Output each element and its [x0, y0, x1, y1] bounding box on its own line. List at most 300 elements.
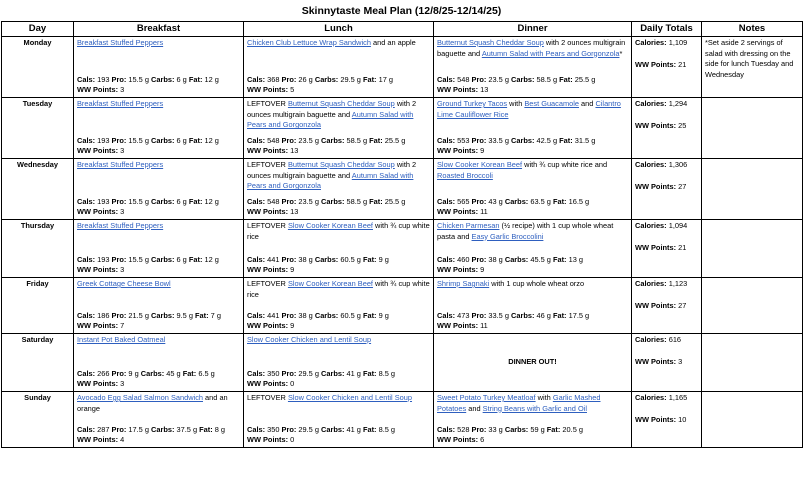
nutrition-label: Pro:: [111, 135, 127, 145]
ww-total-value: 21: [678, 59, 687, 69]
meal-description: [247, 99, 430, 131]
meal-text: and: [466, 403, 483, 413]
nutrition-value-carbs: 60.5 g: [340, 254, 361, 264]
nutrition-value-pro: 15.5 g: [128, 254, 149, 264]
dinner-cell: [434, 37, 632, 98]
nutrition-label: Carbs:: [140, 368, 165, 378]
nutrition-line: [437, 136, 628, 147]
calories-label: Calories:: [635, 38, 667, 47]
ww-points-line: [437, 146, 628, 157]
nutrition-value-carbs: 58.5 g: [346, 135, 368, 145]
recipe-link[interactable]: Instant Pot Baked Oatmeal: [77, 335, 166, 344]
ww-points-line: [247, 379, 430, 390]
lunch-cell: [244, 159, 434, 220]
nutrition-value-carbs: 45 g: [166, 368, 181, 378]
recipe-link[interactable]: Cilantro Lime Cauliflower Rice: [437, 99, 621, 119]
meal-text: LEFTOVER: [247, 99, 288, 108]
ww-value: 4: [120, 435, 125, 445]
ww-value: 11: [480, 321, 488, 331]
ww-label: WW Points:: [635, 120, 677, 130]
nutrition-line: [77, 255, 240, 266]
nutrition-label: Cals:: [77, 310, 96, 320]
breakfast-cell: [74, 37, 244, 98]
totals-cell: [632, 159, 702, 220]
calories-total: [635, 335, 698, 346]
ww-label: WW Points:: [77, 85, 119, 95]
nutrition-label: Carbs:: [314, 310, 339, 320]
nutrition-value-cals: 186: [97, 310, 110, 320]
recipe-link[interactable]: Roasted Broccoli: [437, 170, 493, 180]
nutrition-value-fat: 31.5 g: [574, 135, 596, 145]
spacer: [247, 300, 430, 311]
recipe-link[interactable]: Slow Cooker Korean Beef: [437, 160, 523, 169]
header-row: [2, 22, 803, 37]
nutrition-label: Cals:: [247, 196, 266, 206]
nutrition-value-carbs: 6 g: [176, 196, 187, 206]
nutrition-label: Fat:: [369, 196, 383, 206]
ww-total: [635, 301, 698, 312]
meal-description: [77, 335, 240, 346]
meal-text: LEFTOVER: [247, 160, 288, 169]
meal-description: [247, 160, 430, 192]
dinner-cell: [434, 98, 632, 159]
spacer: [437, 414, 628, 425]
ww-value: 9: [480, 146, 485, 156]
nutrition-label: Fat:: [369, 135, 383, 145]
calories-label: Calories:: [635, 335, 667, 344]
nutrition-value-pro: 15.5 g: [128, 74, 149, 84]
meal-text: with ¾ cup white rice: [247, 221, 430, 241]
nutrition-label: Cals:: [77, 368, 96, 378]
recipe-link[interactable]: Best Guacamole: [524, 99, 579, 108]
ww-value: 9: [480, 265, 485, 275]
spacer: [77, 49, 240, 75]
nutrition-line: [247, 75, 430, 86]
nutrition-value-pro: 33 g: [488, 424, 503, 434]
spacer: [247, 49, 430, 75]
meal-text: with: [507, 99, 525, 108]
ww-total-value: 3: [678, 356, 683, 366]
nutrition-value-cals: 350: [267, 424, 280, 434]
nutrition-label: Fat:: [362, 424, 377, 434]
nutrition-value-cals: 441: [267, 310, 280, 320]
spacer: [437, 242, 628, 255]
breakfast-cell: [74, 278, 244, 334]
meal-description: [77, 99, 240, 110]
meal-description: [77, 221, 240, 232]
ww-value: 13: [480, 85, 489, 95]
nutrition-value-pro: 26 g: [298, 74, 313, 84]
ww-label: WW Points:: [247, 435, 289, 445]
notes-cell-empty: [702, 98, 803, 159]
ww-label: WW Points:: [77, 265, 119, 275]
ww-points-line: [437, 85, 628, 96]
totals-cell: [632, 220, 702, 278]
nutrition-label: Carbs:: [511, 74, 535, 84]
nutrition-value-cals: 548: [267, 196, 280, 206]
recipe-link[interactable]: Butternut Squash Cheddar Soup: [287, 99, 395, 108]
calories-total: [635, 221, 698, 232]
calories-value: 1,123: [668, 279, 688, 288]
ww-label: WW Points:: [437, 85, 479, 95]
nutrition-line: [77, 75, 240, 86]
breakfast-cell: [74, 98, 244, 159]
calories-label: Calories:: [635, 160, 667, 169]
lunch-cell: [244, 392, 434, 448]
calories-value: 1,109: [668, 38, 688, 47]
recipe-link[interactable]: Garlic Mashed Potatoes: [437, 393, 601, 413]
nutrition-label: Cals:: [247, 74, 266, 84]
meal-plan-table: [1, 21, 803, 448]
lunch-cell: [244, 98, 434, 159]
nutrition-line: [247, 255, 430, 266]
row-wednesday: [2, 159, 803, 220]
nutrition-value-pro: 29.5 g: [298, 424, 319, 434]
nutrition-value-fat: 8.5 g: [378, 368, 396, 378]
meal-text: LEFTOVER: [247, 221, 288, 230]
recipe-link[interactable]: Shrimp Sagnaki: [437, 279, 490, 288]
nutrition-value-cals: 528: [457, 424, 470, 434]
meal-text: (½ recipe) with 1 cup whole wheat pasta and: [437, 221, 614, 241]
meal-text: with ¾ cup white rice: [247, 279, 430, 299]
ww-label: WW Points:: [247, 85, 289, 95]
nutrition-line: [437, 75, 628, 86]
spacer: [635, 290, 698, 301]
nutrition-value-carbs: 63.5 g: [530, 196, 551, 206]
ww-value: 0: [290, 379, 295, 389]
header-breakfast: Breakfast: [74, 22, 244, 37]
meal-description: [437, 279, 628, 290]
recipe-link[interactable]: Ground Turkey Tacos: [437, 99, 508, 108]
nutrition-value-pro: 38 g: [298, 254, 313, 264]
recipe-link[interactable]: Easy Garlic Broccolini: [471, 231, 544, 241]
nutrition-line: [437, 425, 628, 436]
ww-points-line: [77, 85, 240, 96]
recipe-link[interactable]: Slow Cooker Korean Beef: [287, 279, 373, 288]
meal-description: [437, 221, 628, 242]
dinner-cell: [434, 159, 632, 220]
ww-label: WW Points:: [635, 181, 677, 191]
ww-points-line: [77, 146, 240, 157]
notes-cell-empty: [702, 278, 803, 334]
nutrition-value-fat: 12 g: [204, 196, 219, 206]
spacer: [437, 290, 628, 311]
spacer: [77, 110, 240, 136]
nutrition-label: Fat:: [188, 196, 203, 206]
meal-description: [77, 160, 240, 171]
header-day: Day: [2, 22, 74, 37]
nutrition-label: Carbs:: [321, 196, 345, 206]
spacer: [77, 171, 240, 197]
nutrition-label: Pro:: [471, 254, 487, 264]
calories-value: 616: [668, 335, 682, 344]
ww-value: 13: [290, 146, 299, 156]
recipe-link[interactable]: Autumn Salad with Pears and Gorgonzola: [481, 48, 620, 58]
ww-points-line: [77, 435, 240, 446]
recipe-link[interactable]: Breakfast Stuffed Peppers: [77, 38, 164, 47]
nutrition-value-cals: 266: [97, 368, 110, 378]
nutrition-label: Fat:: [362, 368, 377, 378]
ww-value: 11: [480, 207, 488, 217]
nutrition-value-cals: 565: [457, 196, 470, 206]
lunch-cell: [244, 37, 434, 98]
dinner-out-cell: DINNER OUT!: [434, 334, 632, 392]
nutrition-line: [77, 136, 240, 147]
recipe-link[interactable]: Butternut Squash Cheddar Soup: [287, 160, 395, 169]
meal-description: [77, 38, 240, 49]
nutrition-label: Cals:: [437, 135, 456, 145]
spacer: [437, 59, 628, 75]
ww-points-line: [247, 146, 430, 157]
nutrition-value-pro: 38 g: [298, 310, 313, 320]
ww-points-line: [77, 207, 240, 218]
ww-total: [635, 121, 698, 132]
nutrition-line: [437, 255, 628, 266]
ww-label: WW Points:: [247, 321, 289, 331]
notes-cell: *Set aside 2 servings of salad with dressing on the side for lunch Tuesday and Wednesday: [702, 37, 803, 98]
nutrition-label: Fat:: [195, 310, 209, 320]
meal-text: with 2 ounces multigrain baguette and: [247, 99, 417, 119]
recipe-link[interactable]: Breakfast Stuffed Peppers: [77, 99, 164, 108]
nutrition-value-pro: 17.5 g: [128, 424, 149, 434]
nutrition-label: Pro:: [111, 310, 127, 320]
nutrition-value-pro: 23.5 g: [488, 74, 509, 84]
nutrition-label: Fat:: [552, 196, 567, 206]
ww-label: WW Points:: [437, 265, 479, 275]
recipe-link[interactable]: Breakfast Stuffed Peppers: [77, 221, 164, 230]
nutrition-label: Fat:: [362, 254, 377, 264]
ww-points-line: [247, 85, 430, 96]
row-sunday: [2, 392, 803, 448]
nutrition-label: Fat:: [188, 254, 203, 264]
nutrition-label: Pro:: [471, 135, 487, 145]
recipe-link[interactable]: Avocado Egg Salad Salmon Sandwich: [77, 393, 203, 402]
spacer: [77, 290, 240, 311]
nutrition-label: Cals:: [247, 368, 266, 378]
nutrition-label: Carbs:: [504, 254, 529, 264]
nutrition-value-cals: 460: [457, 254, 470, 264]
ww-total-value: 27: [678, 181, 687, 191]
nutrition-value-carbs: 41 g: [346, 424, 361, 434]
spacer: [635, 49, 698, 60]
recipe-link[interactable]: Slow Cooker Chicken and Lentil Soup: [287, 393, 413, 402]
nutrition-label: Cals:: [77, 135, 96, 145]
nutrition-label: Carbs:: [151, 310, 175, 320]
ww-label: WW Points:: [635, 356, 677, 366]
spacer: [77, 414, 240, 425]
nutrition-value-carbs: 58.5 g: [346, 196, 368, 206]
nutrition-label: Cals:: [437, 310, 456, 320]
nutrition-value-fat: 12 g: [204, 135, 219, 145]
row-saturday: [2, 334, 803, 392]
spacer: [77, 232, 240, 255]
nutrition-label: Pro:: [281, 135, 297, 145]
ww-label: WW Points:: [77, 146, 119, 156]
nutrition-line: [247, 311, 430, 322]
spacer: [247, 242, 430, 255]
ww-value: 7: [120, 321, 125, 331]
nutrition-label: Cals:: [77, 74, 96, 84]
calories-value: 1,306: [668, 160, 688, 169]
ww-label: WW Points:: [437, 146, 479, 156]
nutrition-value-fat: 17.5 g: [568, 310, 590, 320]
ww-points-line: [437, 207, 628, 218]
ww-label: WW Points:: [77, 321, 119, 331]
spacer: [635, 110, 698, 121]
ww-label: WW Points:: [635, 242, 677, 252]
day-name: Thursday: [2, 220, 74, 278]
spacer: [635, 232, 698, 243]
meal-description: [247, 393, 430, 404]
calories-value: 1,294: [668, 99, 688, 108]
nutrition-label: Cals:: [247, 135, 266, 145]
recipe-link[interactable]: Slow Cooker Korean Beef: [287, 221, 373, 230]
breakfast-cell: [74, 159, 244, 220]
nutrition-value-pro: 23.5 g: [298, 135, 319, 145]
ww-value: 3: [120, 379, 125, 389]
recipe-link[interactable]: String Beans with Garlic and Oil: [482, 403, 587, 413]
recipe-link[interactable]: Greek Cottage Cheese Bowl: [77, 279, 171, 288]
nutrition-value-fat: 12 g: [204, 74, 219, 84]
nutrition-label: Pro:: [281, 74, 297, 84]
nutrition-value-carbs: 60.5 g: [340, 310, 361, 320]
nutrition-label: Carbs:: [321, 424, 345, 434]
nutrition-label: Pro:: [281, 310, 297, 320]
ww-total-value: 27: [678, 300, 687, 310]
ww-total-value: 10: [678, 414, 687, 424]
ww-label: WW Points:: [247, 146, 289, 156]
calories-total: [635, 279, 698, 290]
header-notes: Notes: [702, 22, 803, 37]
nutrition-value-cals: 350: [267, 368, 280, 378]
nutrition-line: [77, 425, 240, 436]
recipe-link[interactable]: Chicken Club Lettuce Wrap Sandwich: [247, 38, 371, 47]
nutrition-label: Fat:: [362, 310, 377, 320]
ww-points-line: [437, 265, 628, 276]
nutrition-value-fat: 13 g: [568, 254, 583, 264]
meal-description: [77, 279, 240, 290]
day-name: Tuesday: [2, 98, 74, 159]
nutrition-label: Pro:: [111, 254, 127, 264]
ww-label: WW Points:: [247, 207, 289, 217]
totals-cell: [632, 98, 702, 159]
spacer: [247, 346, 430, 369]
meal-text: with ¾ cup white rice and: [522, 160, 608, 169]
nutrition-label: Carbs:: [504, 196, 529, 206]
nutrition-value-fat: 9 g: [378, 254, 389, 264]
nutrition-line: [437, 311, 628, 322]
nutrition-label: Pro:: [281, 196, 297, 206]
recipe-link[interactable]: Autumn Salad with Pears and Gorgonzola: [247, 170, 414, 191]
recipe-link[interactable]: Chicken Parmesan: [437, 221, 500, 230]
ww-value: 3: [120, 85, 125, 95]
meal-text: with: [535, 393, 553, 402]
ww-value: 9: [290, 265, 295, 275]
nutrition-label: Fat:: [188, 135, 203, 145]
nutrition-label: Cals:: [437, 254, 456, 264]
nutrition-value-fat: 9 g: [378, 310, 389, 320]
nutrition-value-carbs: 29.5 g: [340, 74, 361, 84]
ww-label: WW Points:: [247, 379, 289, 389]
calories-total: [635, 160, 698, 171]
nutrition-label: Pro:: [111, 196, 127, 206]
nutrition-label: Pro:: [281, 424, 297, 434]
nutrition-label: Cals:: [247, 424, 266, 434]
nutrition-label: Pro:: [281, 368, 297, 378]
nutrition-label: Carbs:: [151, 135, 175, 145]
nutrition-value-fat: 7 g: [210, 310, 221, 320]
nutrition-label: Pro:: [471, 310, 487, 320]
meal-text: and an orange: [77, 393, 228, 413]
nutrition-value-carbs: 59 g: [530, 424, 545, 434]
nutrition-value-pro: 29.5 g: [298, 368, 319, 378]
day-name: Wednesday: [2, 159, 74, 220]
recipe-link[interactable]: Autumn Salad with Pears and Gorgonzola: [247, 109, 414, 130]
nutrition-value-carbs: 58.5 g: [536, 74, 558, 84]
nutrition-label: Cals:: [247, 254, 266, 264]
ww-points-line: [437, 321, 628, 332]
nutrition-value-fat: 25.5 g: [384, 196, 406, 206]
ww-points-line: [77, 321, 240, 332]
nutrition-value-carbs: 6 g: [176, 74, 187, 84]
ww-label: WW Points:: [77, 207, 119, 217]
calories-label: Calories:: [635, 221, 667, 230]
day-name: Friday: [2, 278, 74, 334]
day-name: Sunday: [2, 392, 74, 448]
header-dinner: Dinner: [434, 22, 632, 37]
nutrition-label: Carbs:: [314, 254, 339, 264]
spacer: [247, 404, 430, 425]
calories-total: [635, 38, 698, 49]
ww-points-line: [247, 321, 430, 332]
row-tuesday: [2, 98, 803, 159]
ww-total: [635, 182, 698, 193]
ww-points-line: [247, 265, 430, 276]
nutrition-value-cals: 548: [267, 135, 280, 145]
lunch-cell: [244, 278, 434, 334]
meal-description: [247, 279, 430, 300]
ww-points-line: [77, 265, 240, 276]
recipe-link[interactable]: Breakfast Stuffed Peppers: [77, 160, 164, 169]
ww-label: WW Points:: [635, 414, 677, 424]
meal-description: [437, 393, 628, 414]
nutrition-value-carbs: 6 g: [176, 135, 187, 145]
breakfast-cell: [74, 392, 244, 448]
ww-label: WW Points:: [635, 300, 677, 310]
nutrition-value-cals: 441: [267, 254, 280, 264]
meal-description: [247, 335, 430, 346]
recipe-link[interactable]: Slow Cooker Chicken and Lentil Soup: [247, 335, 372, 344]
nutrition-value-fat: 6.5 g: [198, 368, 215, 378]
nutrition-value-cals: 193: [97, 254, 110, 264]
totals-cell: [632, 334, 702, 392]
nutrition-label: Fat:: [559, 135, 573, 145]
totals-cell: [632, 37, 702, 98]
recipe-link[interactable]: Butternut Squash Cheddar Soup: [437, 38, 544, 47]
recipe-link[interactable]: Sweet Potato Turkey Meatloaf: [437, 393, 536, 402]
meal-text: with 1 cup whole wheat orzo: [489, 279, 585, 288]
nutrition-label: Cals:: [437, 74, 456, 84]
nutrition-label: Fat:: [182, 368, 197, 378]
meal-description: [437, 160, 628, 181]
nutrition-line: [247, 136, 430, 147]
nutrition-label: Carbs:: [321, 368, 345, 378]
nutrition-label: Cals:: [437, 424, 456, 434]
nutrition-label: Carbs:: [511, 310, 535, 320]
ww-value: 3: [120, 207, 125, 217]
nutrition-value-pro: 43 g: [488, 196, 503, 206]
notes-cell-empty: [702, 159, 803, 220]
